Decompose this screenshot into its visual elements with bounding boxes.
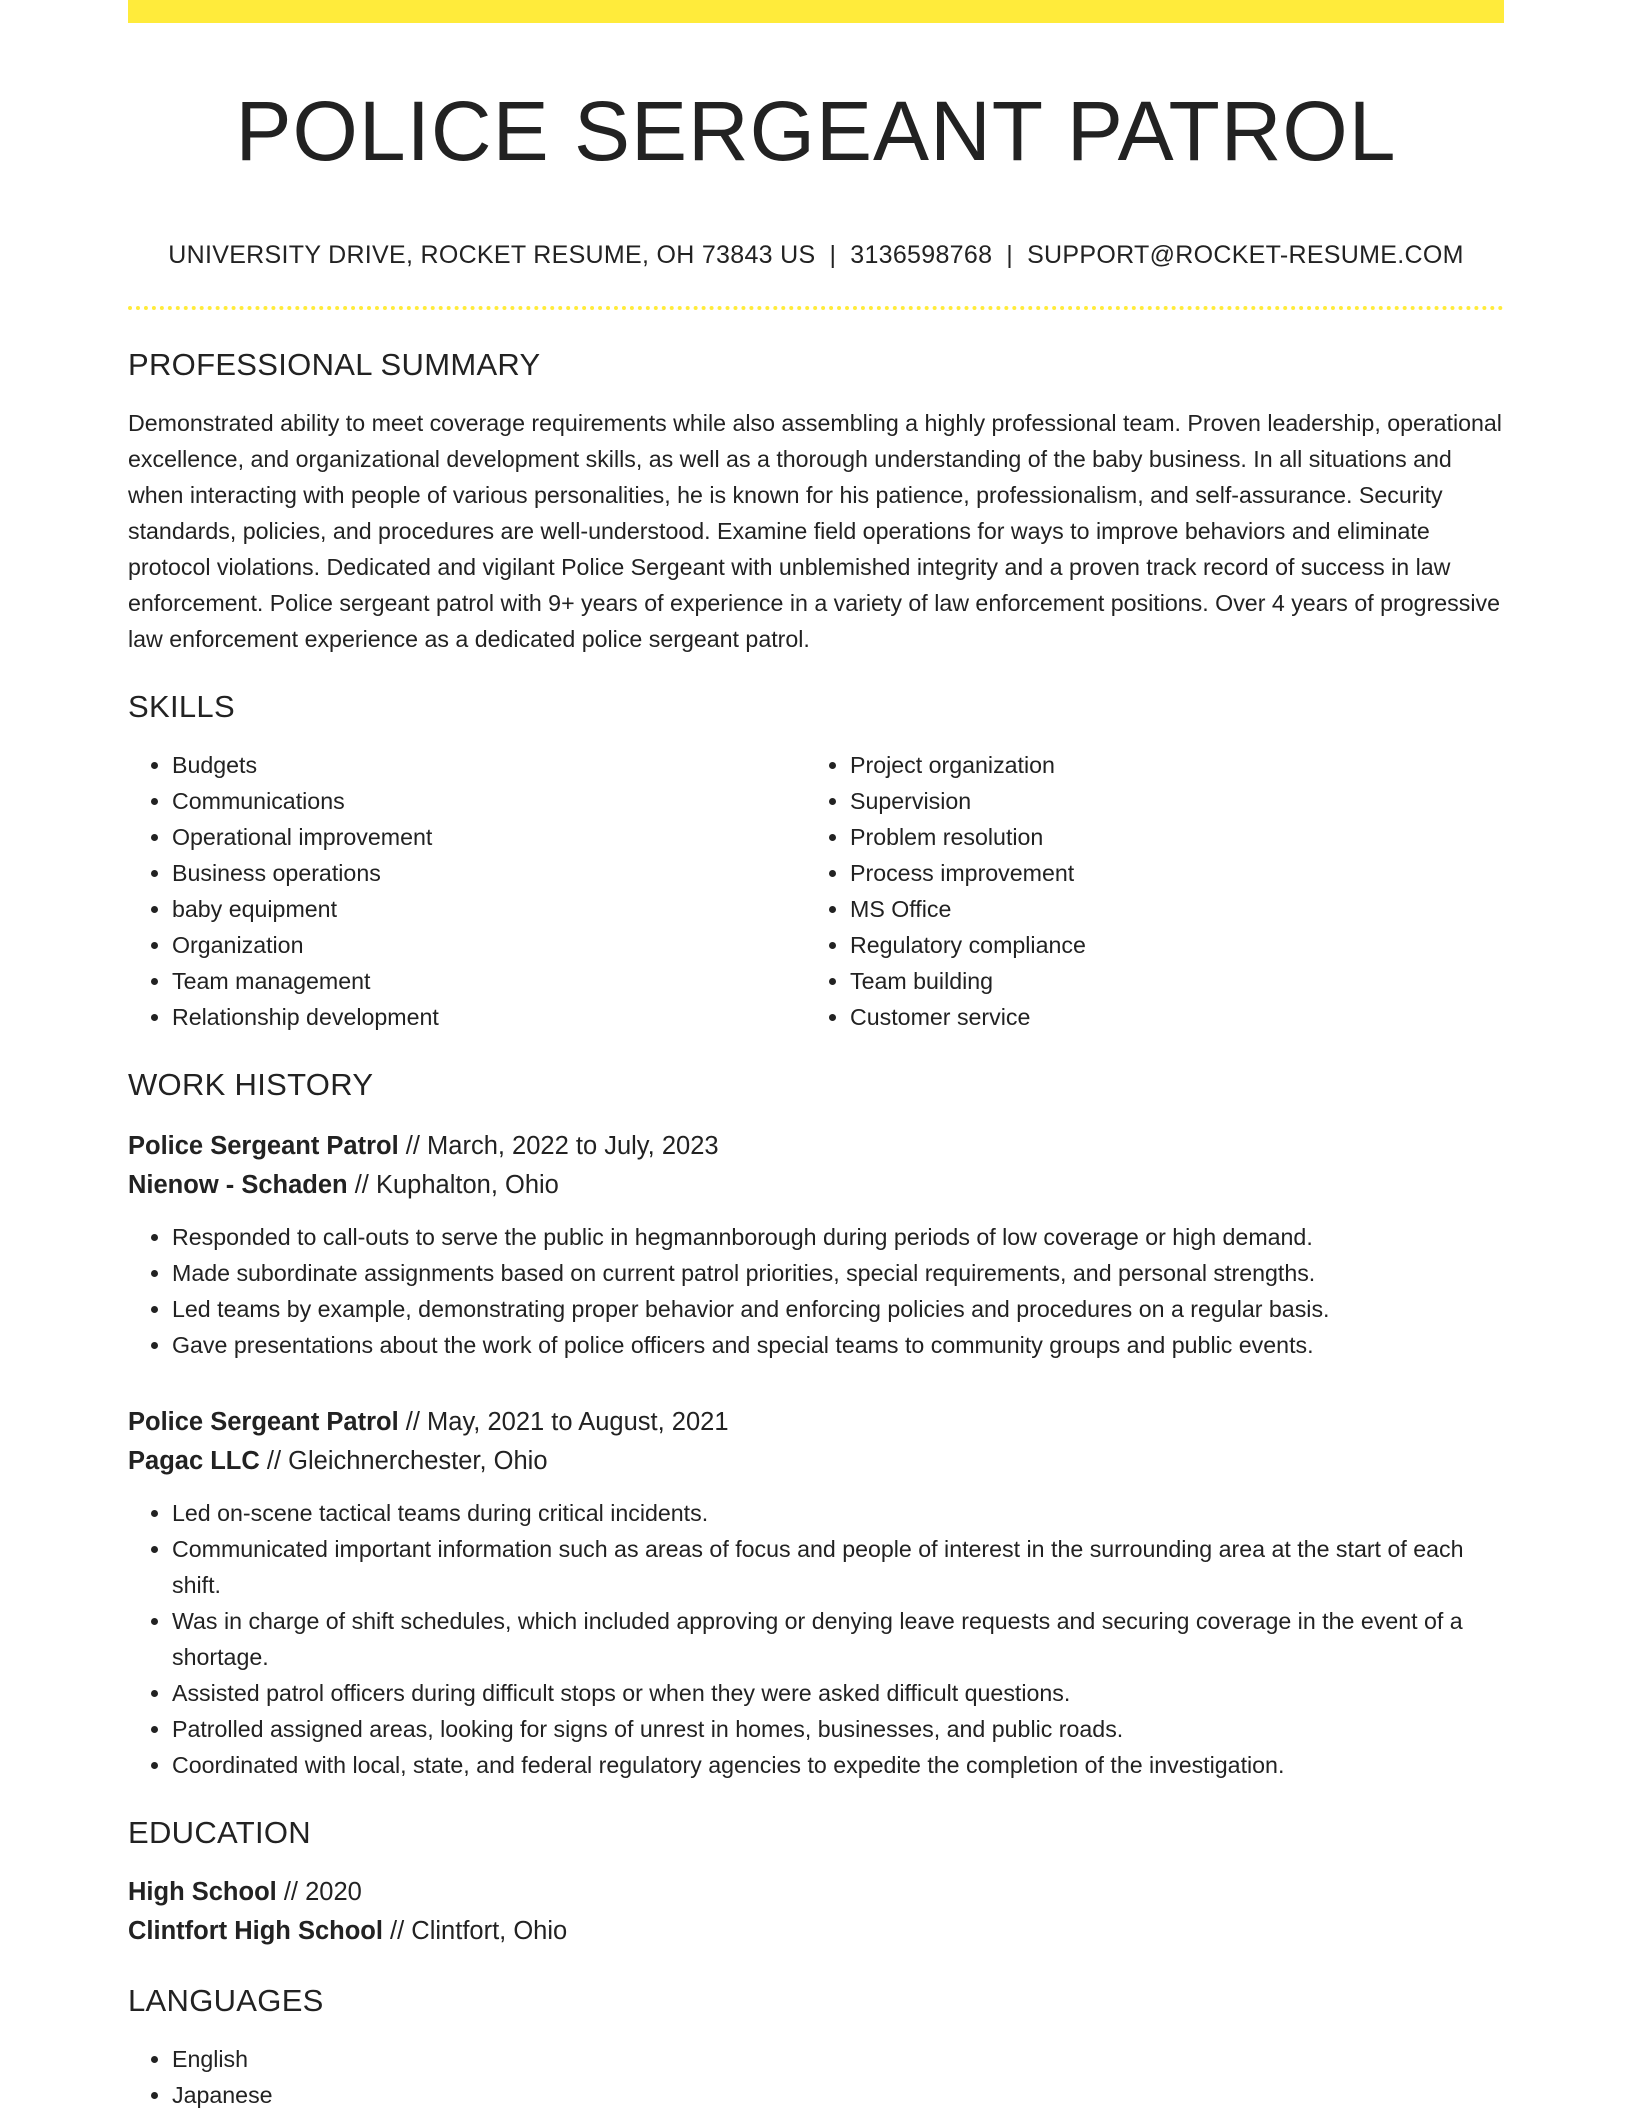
job-bullet: • Assisted patrol officers during difficult stops or when they were asked difficult questions.	[172, 1675, 1504, 1711]
language-item: • English	[172, 2041, 1504, 2077]
phone: 3136598768	[850, 241, 993, 269]
education-degree-line	[128, 1873, 1504, 1912]
education-section	[128, 1813, 1504, 1951]
job-entry	[128, 1403, 1504, 1783]
education-entry	[128, 1873, 1504, 1951]
skills-list-right	[806, 747, 1484, 1035]
skill-item: • Team management	[172, 963, 806, 999]
summary-text: Demonstrated ability to meet coverage requirements while also assembling a highly professional team. Proven leadership, operational excellence, and organizational development skills, as well as a thorough understanding of the baby business. In all situations and when interacting with people of various personalities, he is known for his patience, professionalism, and self-assurance. Security standards, policies, and procedures are well-understood. Examine field operations for ways to improve behaviors and eliminate protocol violations. Dedicated and vigilant Police Sergeant with unblemished integrity and a proven track record of success in law enforcement. Police sergeant patrol with 9+ years of experience in a variety of law enforcement positions. Over 4 years of progressive law enforcement experience as a dedicated police sergeant patrol.	[128, 410, 1502, 652]
skill-item: • Regulatory compliance	[850, 927, 1484, 963]
job-bullet: • Coordinated with local, state, and federal regulatory agencies to expedite the completion of the investigation.	[172, 1747, 1504, 1783]
contact-line	[128, 235, 1504, 275]
job-bullet: • Was in charge of shift schedules, which included approving or denying leave requests and securing coverage in the event of a shortage.	[172, 1603, 1504, 1675]
job-entry	[128, 1127, 1504, 1363]
separator: |	[829, 241, 837, 269]
job-company: Nienow - Schaden	[128, 1171, 348, 1199]
section-title-skills: SKILLS	[128, 689, 235, 724]
job-dates: // March, 2022 to July, 2023	[398, 1132, 719, 1160]
skill-item: • Problem resolution	[850, 819, 1484, 855]
section-title-summary: PROFESSIONAL SUMMARY	[128, 347, 541, 382]
job-company: Pagac LLC	[128, 1447, 260, 1475]
skills-list-left	[128, 747, 806, 1035]
skill-item: • Communications	[172, 783, 806, 819]
education-school: Clintfort High School	[128, 1917, 383, 1945]
language-item: • Japanese	[172, 2077, 1504, 2113]
resume-body	[128, 345, 1504, 2113]
skill-item: • Organization	[172, 927, 806, 963]
section-title-education: EDUCATION	[128, 1815, 311, 1850]
skill-item: • Business operations	[172, 855, 806, 891]
job-bullet: • Responded to call-outs to serve the public in hegmannborough during periods of low coverage or high demand.	[172, 1219, 1504, 1255]
job-role: Police Sergeant Patrol	[128, 1132, 399, 1160]
job-bullets	[128, 1495, 1504, 1783]
job-bullet: • Patrolled assigned areas, looking for signs of unrest in homes, businesses, and public roads.	[172, 1711, 1504, 1747]
job-company-line	[128, 1442, 1504, 1481]
languages-section	[128, 1981, 1504, 2113]
section-title-languages: LANGUAGES	[128, 1983, 324, 2018]
accent-bar	[128, 0, 1504, 23]
job-bullet: • Made subordinate assignments based on current patrol priorities, special requirements, and personal strengths.	[172, 1255, 1504, 1291]
resume-name: POLICE SERGEANT PATROL	[235, 84, 1397, 178]
skill-item: • Budgets	[172, 747, 806, 783]
section-title-work: WORK HISTORY	[128, 1067, 374, 1102]
skill-item: • Project organization	[850, 747, 1484, 783]
job-title-line	[128, 1403, 1504, 1442]
skill-item: • Supervision	[850, 783, 1484, 819]
dotted-divider	[128, 306, 1504, 310]
job-bullet: • Gave presentations about the work of police officers and special teams to community groups and public events.	[172, 1327, 1504, 1363]
skill-item: • Process improvement	[850, 855, 1484, 891]
skill-item: • Team building	[850, 963, 1484, 999]
education-degree: High School	[128, 1878, 277, 1906]
work-history-section	[128, 1065, 1504, 1783]
skill-item: • MS Office	[850, 891, 1484, 927]
education-school-line	[128, 1912, 1504, 1951]
job-title-line	[128, 1127, 1504, 1166]
address: UNIVERSITY DRIVE, ROCKET RESUME, OH 73843 US	[168, 241, 816, 269]
job-dates: // May, 2021 to August, 2021	[398, 1408, 729, 1436]
job-bullets	[128, 1219, 1504, 1363]
job-location: // Gleichnerchester, Ohio	[259, 1447, 548, 1475]
skills-columns	[128, 747, 1504, 1035]
education-year: // 2020	[276, 1878, 362, 1906]
languages-list	[128, 2041, 1504, 2113]
education-location: // Clintfort, Ohio	[382, 1917, 568, 1945]
job-company-line	[128, 1166, 1504, 1205]
skill-item: • Operational improvement	[172, 819, 806, 855]
job-location: // Kuphalton, Ohio	[347, 1171, 559, 1199]
summary-section	[128, 345, 1504, 657]
job-bullet: • Led teams by example, demonstrating proper behavior and enforcing policies and procedures on a regular basis.	[172, 1291, 1504, 1327]
skill-item: • Customer service	[850, 999, 1484, 1035]
skill-item: • Relationship development	[172, 999, 806, 1035]
skills-section	[128, 687, 1504, 1035]
separator: |	[1006, 241, 1014, 269]
job-bullet: • Communicated important information such as areas of focus and people of interest in the surrounding area at the start of each shift.	[172, 1531, 1504, 1603]
email: SUPPORT@ROCKET-RESUME.COM	[1027, 241, 1464, 269]
skill-item: • baby equipment	[172, 891, 806, 927]
job-bullet: • Led on-scene tactical teams during critical incidents.	[172, 1495, 1504, 1531]
job-role: Police Sergeant Patrol	[128, 1408, 399, 1436]
